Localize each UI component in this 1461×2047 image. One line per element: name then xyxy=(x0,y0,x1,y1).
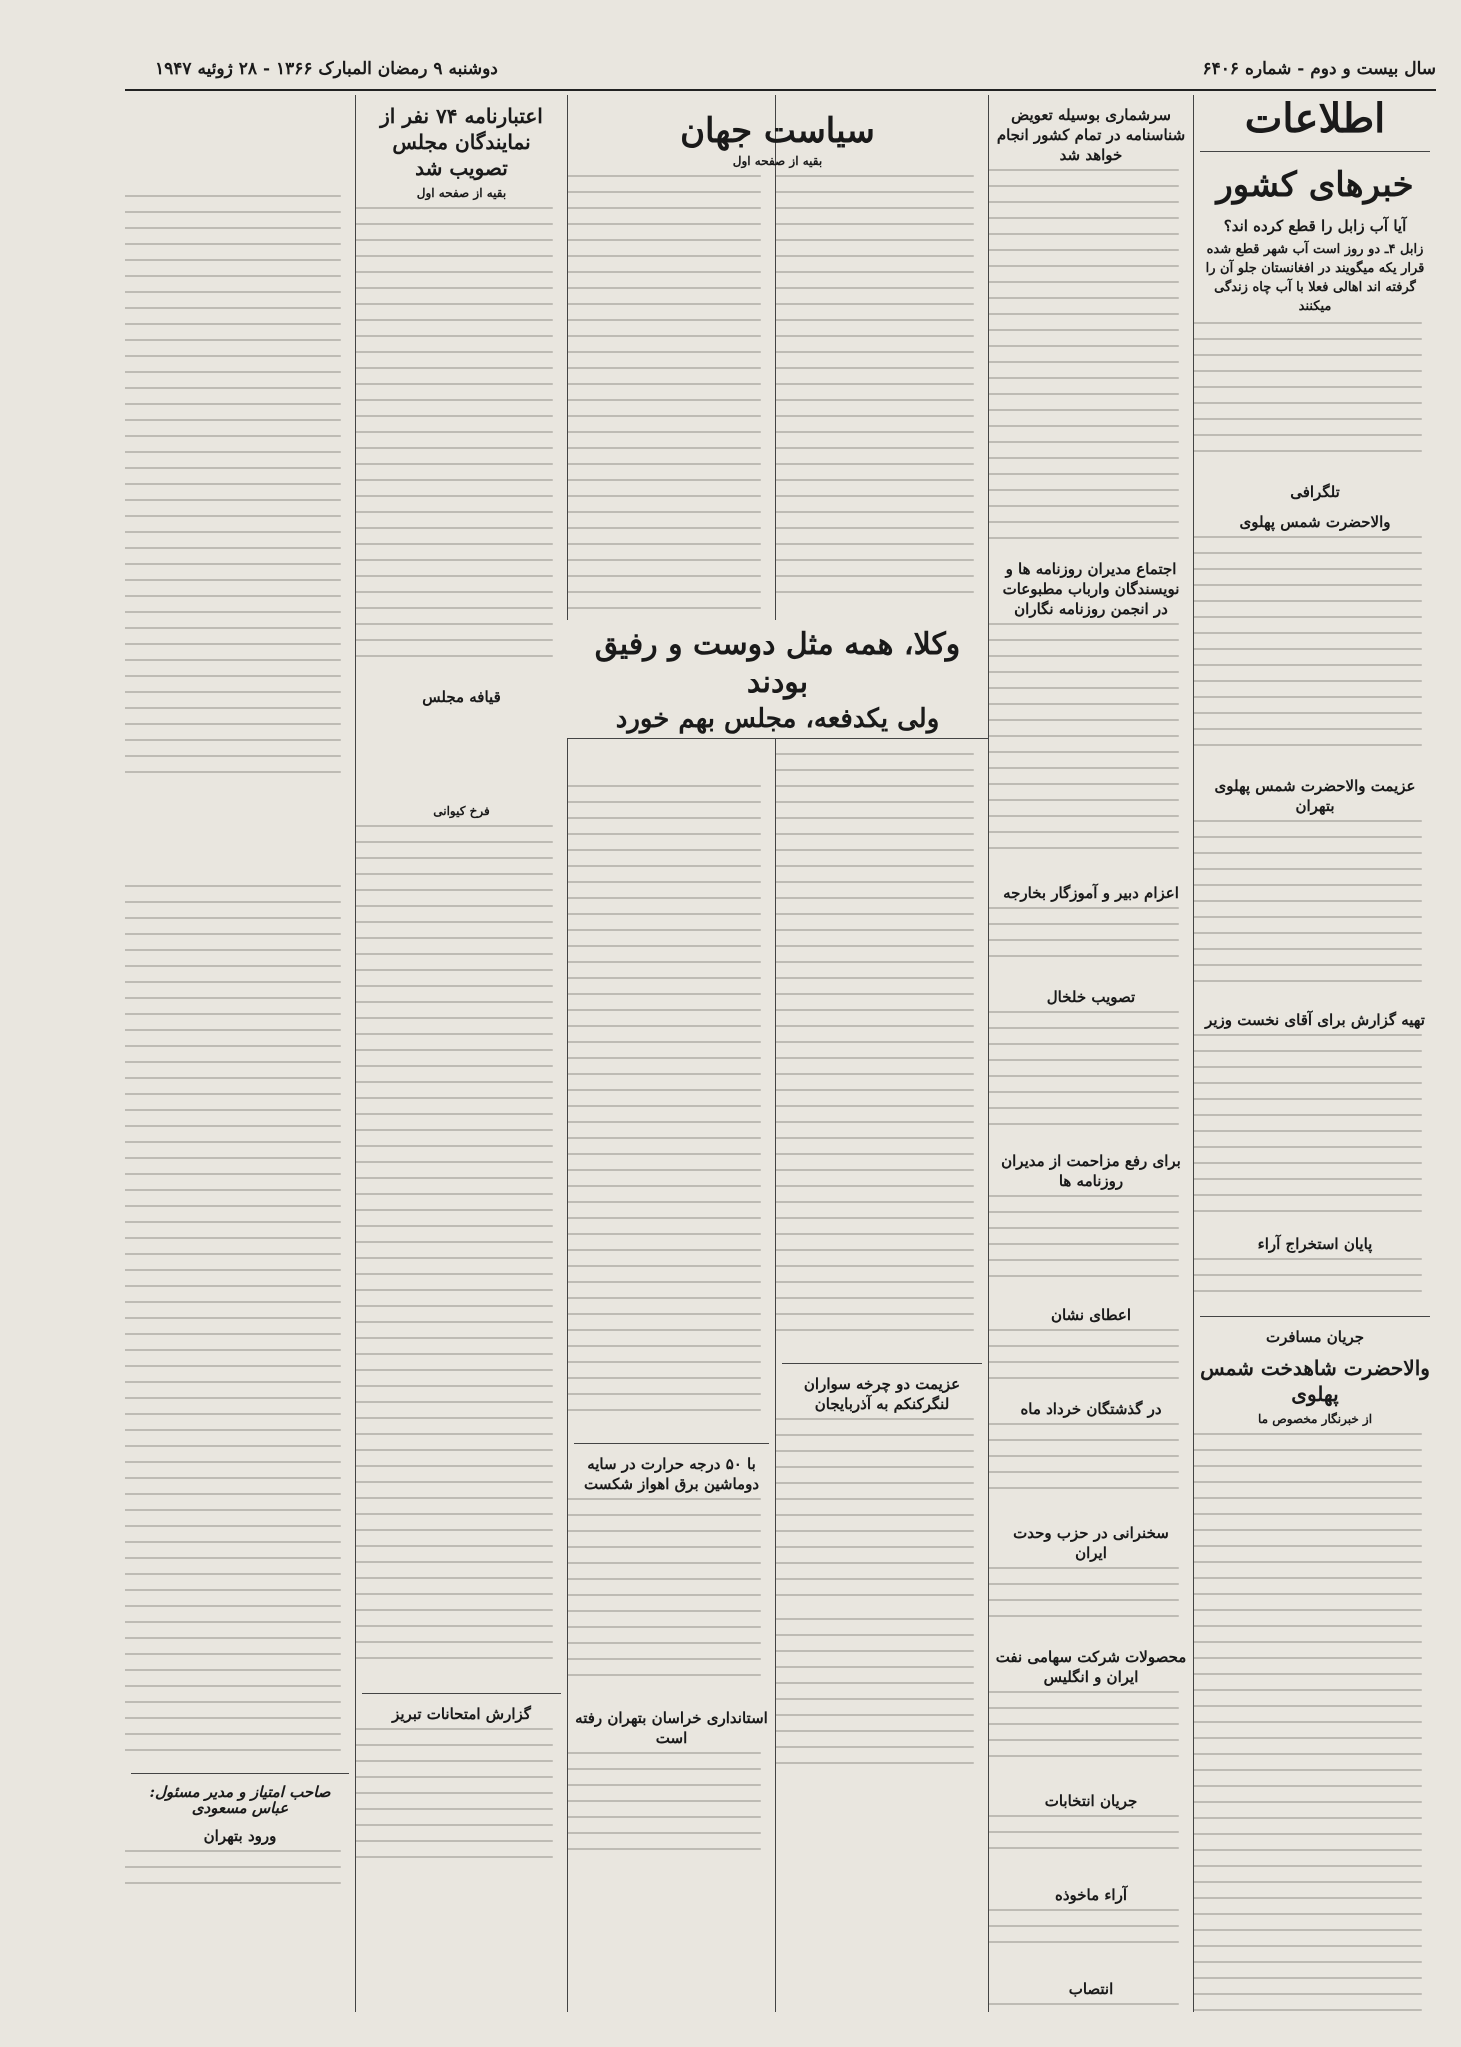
body-text-block xyxy=(775,705,974,1355)
headline-ahvaz-heat: با ۵۰ درجه حرارت در سایه دوماشین برق اهواز شکست xyxy=(584,1455,759,1493)
divider xyxy=(574,1443,769,1444)
column-domestic xyxy=(988,95,1193,2012)
body-text-block xyxy=(988,1691,1179,1781)
byline-correspondent: از خبرنگار مخصوص ما xyxy=(1257,1412,1373,1426)
divider xyxy=(782,1363,982,1364)
body-text-block xyxy=(125,1850,341,1910)
body-text-block xyxy=(988,907,1179,977)
world-politics-header xyxy=(567,110,988,174)
body-text-block xyxy=(988,169,1179,549)
body-text-block xyxy=(1193,1433,1422,2012)
column-world-politics-a xyxy=(775,95,988,2012)
divider xyxy=(131,1773,349,1774)
body-text-block xyxy=(988,1815,1179,1875)
body-text-block xyxy=(567,785,761,1435)
body-text-block xyxy=(988,1909,1179,1969)
divider xyxy=(1200,1316,1430,1317)
headline-arrival-tehran: ورود بتهران xyxy=(203,1827,277,1845)
world-politics-continued: بقیه از صفحه اول xyxy=(732,154,823,168)
body-text-block xyxy=(355,1728,553,1878)
zabol-deck: زابل ۴ـ دو روز است آب شهر قطع شده قرار یکه میگویند در افغانستان جلو آن را گرفته اند اهالی فعلا با آب چاه زندگی میکنند xyxy=(1205,242,1425,314)
body-text-block xyxy=(988,1329,1179,1389)
body-text-block xyxy=(988,1567,1179,1637)
header-rule xyxy=(125,89,1436,91)
headline-credentials: اعتبارنامه ۷۴ نفر از نمایندگان مجلس تصویب شد xyxy=(380,104,543,180)
headline-zabol: آیا آب زابل را قطع کرده اند؟ xyxy=(1223,217,1407,235)
headline-deaths: در گذشتگان خرداد ماه xyxy=(1020,1400,1162,1418)
body-text-block xyxy=(988,1195,1179,1295)
headline-shams: والاحضرت شمس پهلوی xyxy=(1239,513,1391,531)
divider xyxy=(362,1693,561,1694)
body-text-block xyxy=(775,1418,974,1618)
headline-elections: جریان انتخابات xyxy=(1044,1792,1138,1810)
body-text-block xyxy=(567,1498,761,1698)
headline-teachers-abroad: اعزام دبیر و آموزگار بخارجه xyxy=(1003,884,1179,902)
body-text-block xyxy=(1193,536,1422,766)
body-text-block xyxy=(355,207,553,677)
column-national-news xyxy=(1193,95,1436,2012)
headline-report-pm: تهیه گزارش برای آقای نخست وزیر xyxy=(1205,1011,1425,1029)
body-text-block xyxy=(775,1618,974,1778)
headline-appointment: انتصاب xyxy=(1068,1980,1114,1998)
masthead: اطلاعات xyxy=(1244,95,1386,142)
headline-tabriz-exams: گزارش امتحانات تبریز xyxy=(392,1705,531,1723)
headline-vote-count: پایان استخراج آراء xyxy=(1257,1235,1373,1253)
banner-line-1: وکلا، همه مثل دوست و رفیق بودند xyxy=(594,627,961,700)
headline-telegraph: تلگرافی xyxy=(1290,483,1340,501)
body-text-block xyxy=(988,623,1179,873)
section-title: خبرهای کشور xyxy=(1216,165,1414,205)
page-header xyxy=(125,52,1461,86)
headline-journalists: برای رفع مزاحمت از مدیران روزنامه ها xyxy=(1001,1152,1181,1190)
headline-medal: اعطای نشان xyxy=(1050,1306,1132,1324)
body-text-block xyxy=(125,195,341,795)
body-text-block xyxy=(1193,1034,1422,1224)
issue-number: سال بیست و دوم - شماره ۶۴۰۶ xyxy=(1202,59,1436,79)
headline-census: سرشماری بوسیله تعویض شناسنامه در تمام کشور انجام خواهد شد xyxy=(996,106,1186,164)
body-text-block xyxy=(125,885,341,1765)
divider xyxy=(1200,151,1430,152)
body-text-block xyxy=(988,1423,1179,1513)
author-name: فرخ کیوانی xyxy=(433,804,490,818)
banner-line-2: ولی یکدفعه، مجلس بهم خورد xyxy=(615,704,940,734)
headline-shams-tehran: عزیمت والاحضرت شمس پهلوی بتهران xyxy=(1214,777,1416,815)
body-text-block xyxy=(1193,322,1422,472)
body-text-block xyxy=(1193,820,1422,1000)
body-text-block xyxy=(567,1752,761,1872)
headline-shams-journey: والاحضرت شاهدخت شمس پهلوی xyxy=(1200,1356,1430,1406)
body-text-block xyxy=(988,1011,1179,1141)
parliament-banner xyxy=(567,620,988,739)
world-politics-title: سیاست جهان xyxy=(680,111,875,151)
headline-parliament-face: قیافه مجلس xyxy=(422,688,501,706)
issue-date: دوشنبه ۹ رمضان المبارک ۱۳۶۶ - ۲۸ ژوئیه ۱۹۴۷ xyxy=(155,59,498,79)
column-parliament-cont xyxy=(125,95,355,2012)
headline-votes: آراء ماخوذه xyxy=(1054,1886,1128,1904)
body-text-block xyxy=(775,175,974,605)
publisher-signature: صاحب امتیاز و مدیر مسئول: عباس مسعودی xyxy=(149,1783,331,1817)
credentials-continued: بقیه از صفحه اول xyxy=(416,186,507,200)
headline-cyclists: عزیمت دو چرخه سواران لنگرکنکم به آذربایجان xyxy=(803,1375,961,1413)
headline-press-meeting: اجتماع مدیران روزنامه ها و نویسندگان وارباب مطبوعات در انجمن روزنامه نگاران xyxy=(1002,560,1180,618)
headline-oil-products: محصولات شرکت سهامی نفت ایران و انگلیس xyxy=(995,1648,1187,1686)
headline-journey: جریان مسافرت xyxy=(1265,1328,1365,1346)
body-text-block xyxy=(1193,1258,1422,1308)
body-text-block xyxy=(988,2003,1179,2012)
column-parliament xyxy=(355,95,567,2012)
headline-khorasan: استانداری خراسان بتهران رفته است xyxy=(575,1709,768,1747)
body-text-block xyxy=(355,825,553,1685)
column-world-politics-b xyxy=(567,95,775,2012)
headline-khalkhal: تصویب خلخال xyxy=(1046,988,1136,1006)
headline-party-speech: سخنرانی در حزب وحدت ایران xyxy=(1013,1524,1169,1562)
body-text-block xyxy=(567,175,761,685)
